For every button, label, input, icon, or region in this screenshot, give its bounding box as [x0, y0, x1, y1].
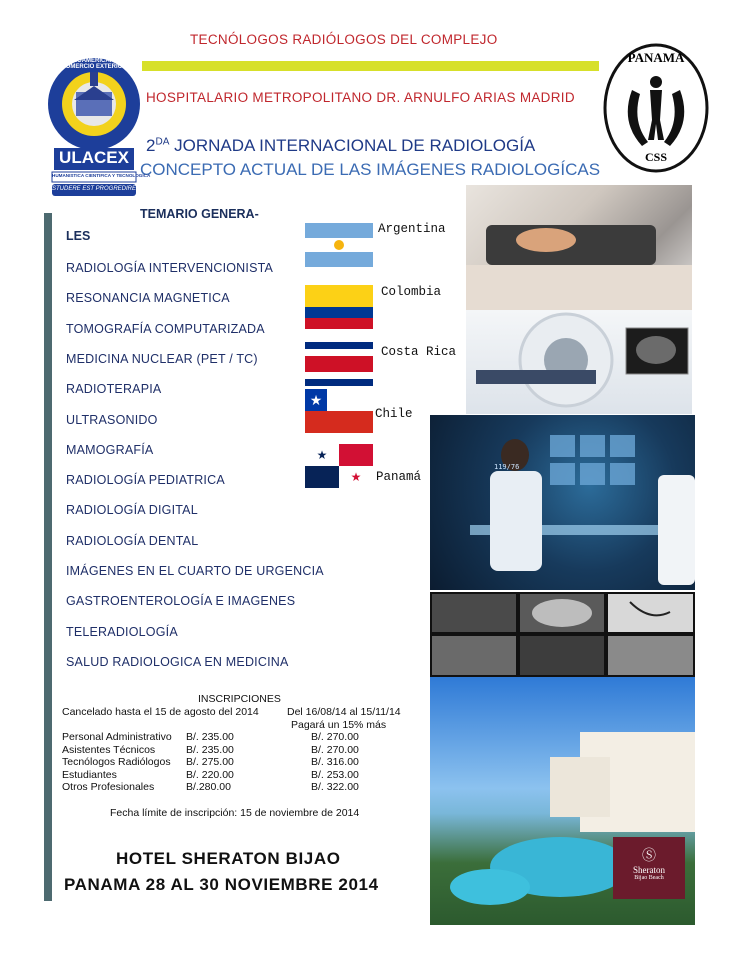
event-dates: PANAMA 28 AL 30 NOVIEMBRE 2014 — [64, 875, 379, 894]
title-sup: DA — [155, 136, 170, 148]
topic-item: GASTROENTEROLOGÍA E IMAGENES — [66, 594, 296, 609]
flag-costa-rica — [305, 342, 373, 386]
css-logo-bottom: CSS — [644, 150, 667, 164]
flag-panama: ★ ★ — [305, 444, 373, 488]
inscripciones-col1-header: Cancelado hasta el 15 de agosto del 2014 — [62, 706, 259, 718]
css-panama-logo — [602, 42, 710, 174]
sheraton-sub: Bijao Beach — [634, 875, 664, 881]
inscripciones-col2-note: Pagará un 15% más — [291, 719, 387, 731]
temario-heading-cont: LES — [66, 229, 91, 243]
header-line-2: HOSPITALARIO METROPOLITANO DR. ARNULFO ARIAS MADRID — [146, 90, 575, 105]
fee-late: B/. 270.00 — [311, 731, 359, 743]
photo-digital-radiology — [430, 415, 695, 590]
topic-item: MAMOGRAFÍA — [66, 442, 154, 457]
css-logo-top: PANAMA — [627, 50, 685, 65]
fee-early: B/. 235.00 — [186, 731, 234, 743]
topic-item: RADIOLOGÍA DIGITAL — [66, 503, 198, 518]
ulacex-acronym: ULACEX — [59, 148, 129, 167]
temario-heading: TEMARIO GENERA- — [140, 207, 259, 221]
title-text: JORNADA INTERNACIONAL DE RADIOLOGÍA — [169, 136, 536, 155]
registration-deadline: Fecha límite de inscripción: 15 de noviembre de 2014 — [110, 807, 360, 819]
event-subtitle: CONCEPTO ACTUAL DE LAS IMÁGENES RADIOLOGÍCAS — [140, 160, 601, 179]
fee-early: B/. 220.00 — [186, 768, 234, 781]
topic-item: RADIOLOGÍA PEDIATRICA — [66, 473, 225, 488]
fee-late: B/. 253.00 — [311, 768, 359, 781]
fee-category: Estudiantes — [62, 768, 117, 781]
ulacex-tagline: HUMANISTICA CIENTIFICA Y TECNOLOGICA — [52, 173, 151, 178]
sheraton-name: Sheraton — [633, 865, 665, 875]
inscripciones-col2-header: Del 16/08/14 al 15/11/14 — [287, 706, 401, 718]
topic-item: SALUD RADIOLOGICA EN MEDICINA — [66, 654, 289, 669]
topic-item: TELERADIOLOGÍA — [66, 624, 178, 639]
hotel-name: HOTEL SHERATON BIJAO — [116, 849, 341, 868]
yellow-bar — [142, 61, 599, 71]
header-line-1: TECNÓLOGOS RADIÓLOGOS DEL COMPLEJO — [190, 32, 498, 47]
country-panama: Panamá — [376, 470, 422, 484]
topic-item: ULTRASONIDO — [66, 412, 158, 427]
fee-early: B/. 235.00 — [186, 743, 234, 756]
ulacex-motto: STUDERE EST PROGREDIRE — [52, 186, 137, 192]
flag-argentina — [305, 223, 373, 267]
fee-category: Asistentes Técnicos — [62, 743, 156, 756]
sheraton-s-icon: Ⓢ — [642, 847, 656, 863]
title-number: 2 — [146, 136, 156, 155]
fee-late: B/. 270.00 — [311, 743, 359, 756]
sheraton-logo — [613, 837, 685, 899]
screen-readout: 119/76 — [494, 463, 520, 471]
country-costa-rica: Costa Rica — [381, 345, 457, 359]
ulacex-arc-text: UNIVERSIDAD LATINOAMERICANA DE COMERCIO EXTERIOR — [59, 52, 129, 70]
photo-xray-grid — [430, 592, 695, 677]
inscripciones-title: INSCRIPCIONES — [198, 693, 281, 705]
fee-early: B/. 275.00 — [186, 756, 234, 769]
photo-mammography — [466, 185, 692, 310]
flag-colombia — [305, 285, 373, 329]
fee-late: B/. 316.00 — [311, 756, 359, 769]
photo-ct-scanner — [466, 310, 692, 414]
event-title — [146, 136, 535, 156]
fee-category: Otros Profesionales — [62, 781, 155, 794]
topic-item: TOMOGRAFÍA COMPUTARIZADA — [66, 321, 265, 336]
topic-item: RADIOLOGÍA DENTAL — [66, 533, 199, 548]
photo-hotel-resort — [430, 677, 695, 925]
topic-item: RESONANCIA MAGNETICA — [66, 291, 230, 306]
country-colombia: Colombia — [381, 285, 442, 299]
fee-category: Personal Administrativo — [62, 731, 172, 743]
topic-item: IMÁGENES EN EL CUARTO DE URGENCIA — [66, 564, 324, 578]
fee-early: B/.280.00 — [186, 781, 231, 794]
topic-item: MEDICINA NUCLEAR (PET / TC) — [66, 351, 258, 366]
fee-category: Tecnólogos Radiólogos — [62, 756, 171, 769]
topic-item: RADIOTERAPIA — [66, 382, 162, 397]
topic-item: RADIOLOGÍA INTERVENCIONISTA — [66, 261, 274, 275]
left-accent-bar — [44, 213, 52, 901]
ulacex-logo — [46, 42, 151, 204]
country-argentina: Argentina — [378, 222, 446, 236]
country-chile: Chile — [375, 407, 413, 421]
fee-late: B/. 322.00 — [311, 781, 359, 794]
flag-chile: ★ — [305, 389, 373, 433]
